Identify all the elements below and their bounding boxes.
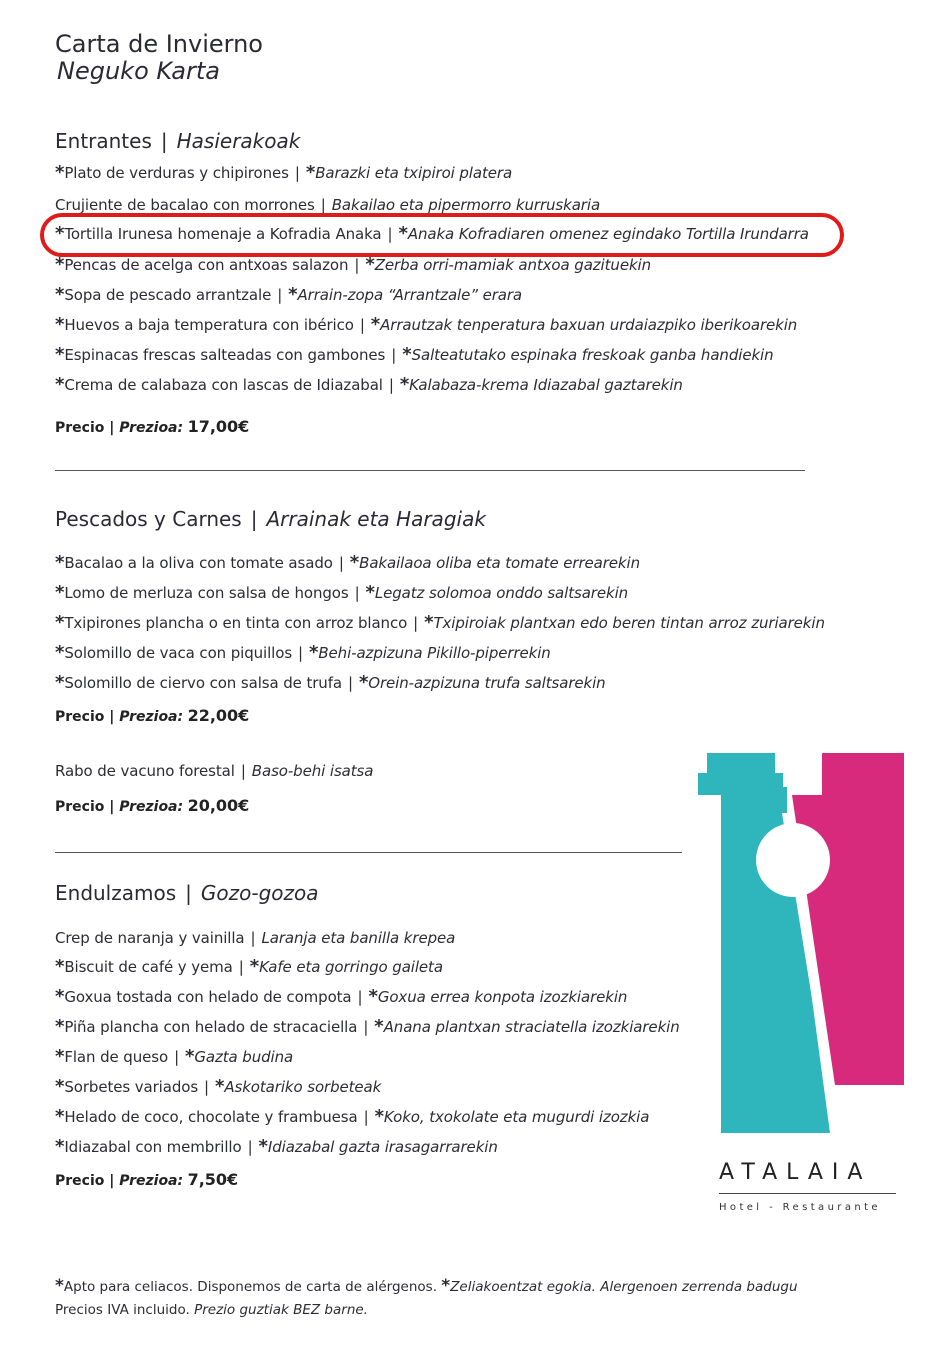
menu-item: *Txipirones plancha o en tinta con arroz blanco | *Txipiroiak plantxan edo beren tintan arroz zuriarekin: [55, 612, 825, 633]
brand-name: ATALAIA: [719, 1160, 872, 1185]
section-divider: [55, 852, 682, 853]
menu-item: Crep de naranja y vainilla | Laranja eta banilla krepea: [55, 929, 456, 947]
menu-item: *Biscuit de café y yema | *Kafe eta gorringo gaileta: [55, 956, 443, 977]
section-title-endulzamos: Endulzamos | Gozo-gozoa: [55, 881, 319, 905]
price-entrantes: Precio | Prezioa: 17,00€: [55, 417, 250, 436]
section-title-pescados: Pescados y Carnes | Arrainak eta Haragiak: [55, 507, 486, 531]
brand-subtitle: Hotel - Restaurante: [719, 1202, 881, 1213]
menu-item: *Plato de verduras y chipirones | *Barazki eta txipiroi platera: [55, 162, 513, 183]
menu-item-highlighted: *Tortilla Irunesa homenaje a Kofradia Anaka | *Anaka Kofradiaren omenez egindako Tortilla Irundarra: [55, 223, 809, 244]
menu-item: *Huevos a baja temperatura con ibérico | *Arrautzak tenperatura baxuan urdaiazpiko iberikoarekin: [55, 314, 798, 335]
menu-item: *Lomo de merluza con salsa de hongos | *Legatz solomoa onddo saltsarekin: [55, 582, 629, 603]
price-endulzamos: Precio | Prezioa: 7,50€: [55, 1170, 239, 1189]
price-rabo: Precio | Prezioa: 20,00€: [55, 796, 250, 815]
menu-title-eu: Neguko Karta: [57, 57, 220, 85]
menu-item-rabo: Rabo de vacuno forestal | Baso-behi isatsa: [55, 762, 374, 780]
menu-item: *Flan de queso | *Gazta budina: [55, 1046, 294, 1067]
menu-item: *Bacalao a la oliva con tomate asado | *Bakailaoa oliba eta tomate errearekin: [55, 552, 640, 573]
menu-item: *Piña plancha con helado de stracaciella | *Anana plantxan straciatella izozkiarekin: [55, 1016, 680, 1037]
menu-title-es: Carta de Invierno: [55, 30, 263, 58]
logo-circle: [756, 823, 830, 897]
menu-item: *Sorbetes variados | *Askotariko sorbeteak: [55, 1076, 382, 1097]
section-title-entrantes: Entrantes | Hasierakoak: [55, 129, 301, 153]
footer-allergens: *Apto para celiacos. Disponemos de carta de alérgenos. *Zeliakoentzat egokia. Alergenoen zerrenda badugu: [55, 1276, 798, 1296]
price-pescados: Precio | Prezioa: 22,00€: [55, 706, 250, 725]
menu-item: *Goxua tostada con helado de compota | *Goxua errea konpota izozkiarekin: [55, 986, 628, 1007]
menu-item: *Espinacas frescas salteadas con gambones | *Salteatutako espinaka freskoak ganba handiekin: [55, 344, 774, 365]
brand-rule: [719, 1193, 896, 1194]
menu-item: Crujiente de bacalao con morrones | Bakailao eta pipermorro kurruskaria: [55, 196, 601, 214]
menu-item: *Pencas de acelga con antxoas salazon | *Zerba orri-mamiak antxoa gazituekin: [55, 254, 652, 275]
atalaia-logo: [690, 745, 910, 1140]
menu-item: *Helado de coco, chocolate y frambuesa | *Koko, txokolate eta mugurdi izozkia: [55, 1106, 650, 1127]
menu-item: *Solomillo de ciervo con salsa de trufa | *Orein-azpizuna trufa saltsarekin: [55, 672, 606, 693]
footer-vat: Precios IVA incluido. Prezio guztiak BEZ barne.: [55, 1302, 368, 1318]
menu-item: *Crema de calabaza con lascas de Idiazabal | *Kalabaza-krema Idiazabal gaztarekin: [55, 374, 683, 395]
menu-item: *Idiazabal con membrillo | *Idiazabal gazta irasagarrarekin: [55, 1136, 498, 1157]
menu-item: *Sopa de pescado arrantzale | *Arrain-zopa “Arrantzale” erara: [55, 284, 523, 305]
menu-item: *Solomillo de vaca con piquillos | *Behi-azpizuna Pikillo-piperrekin: [55, 642, 551, 663]
section-divider: [55, 470, 805, 471]
